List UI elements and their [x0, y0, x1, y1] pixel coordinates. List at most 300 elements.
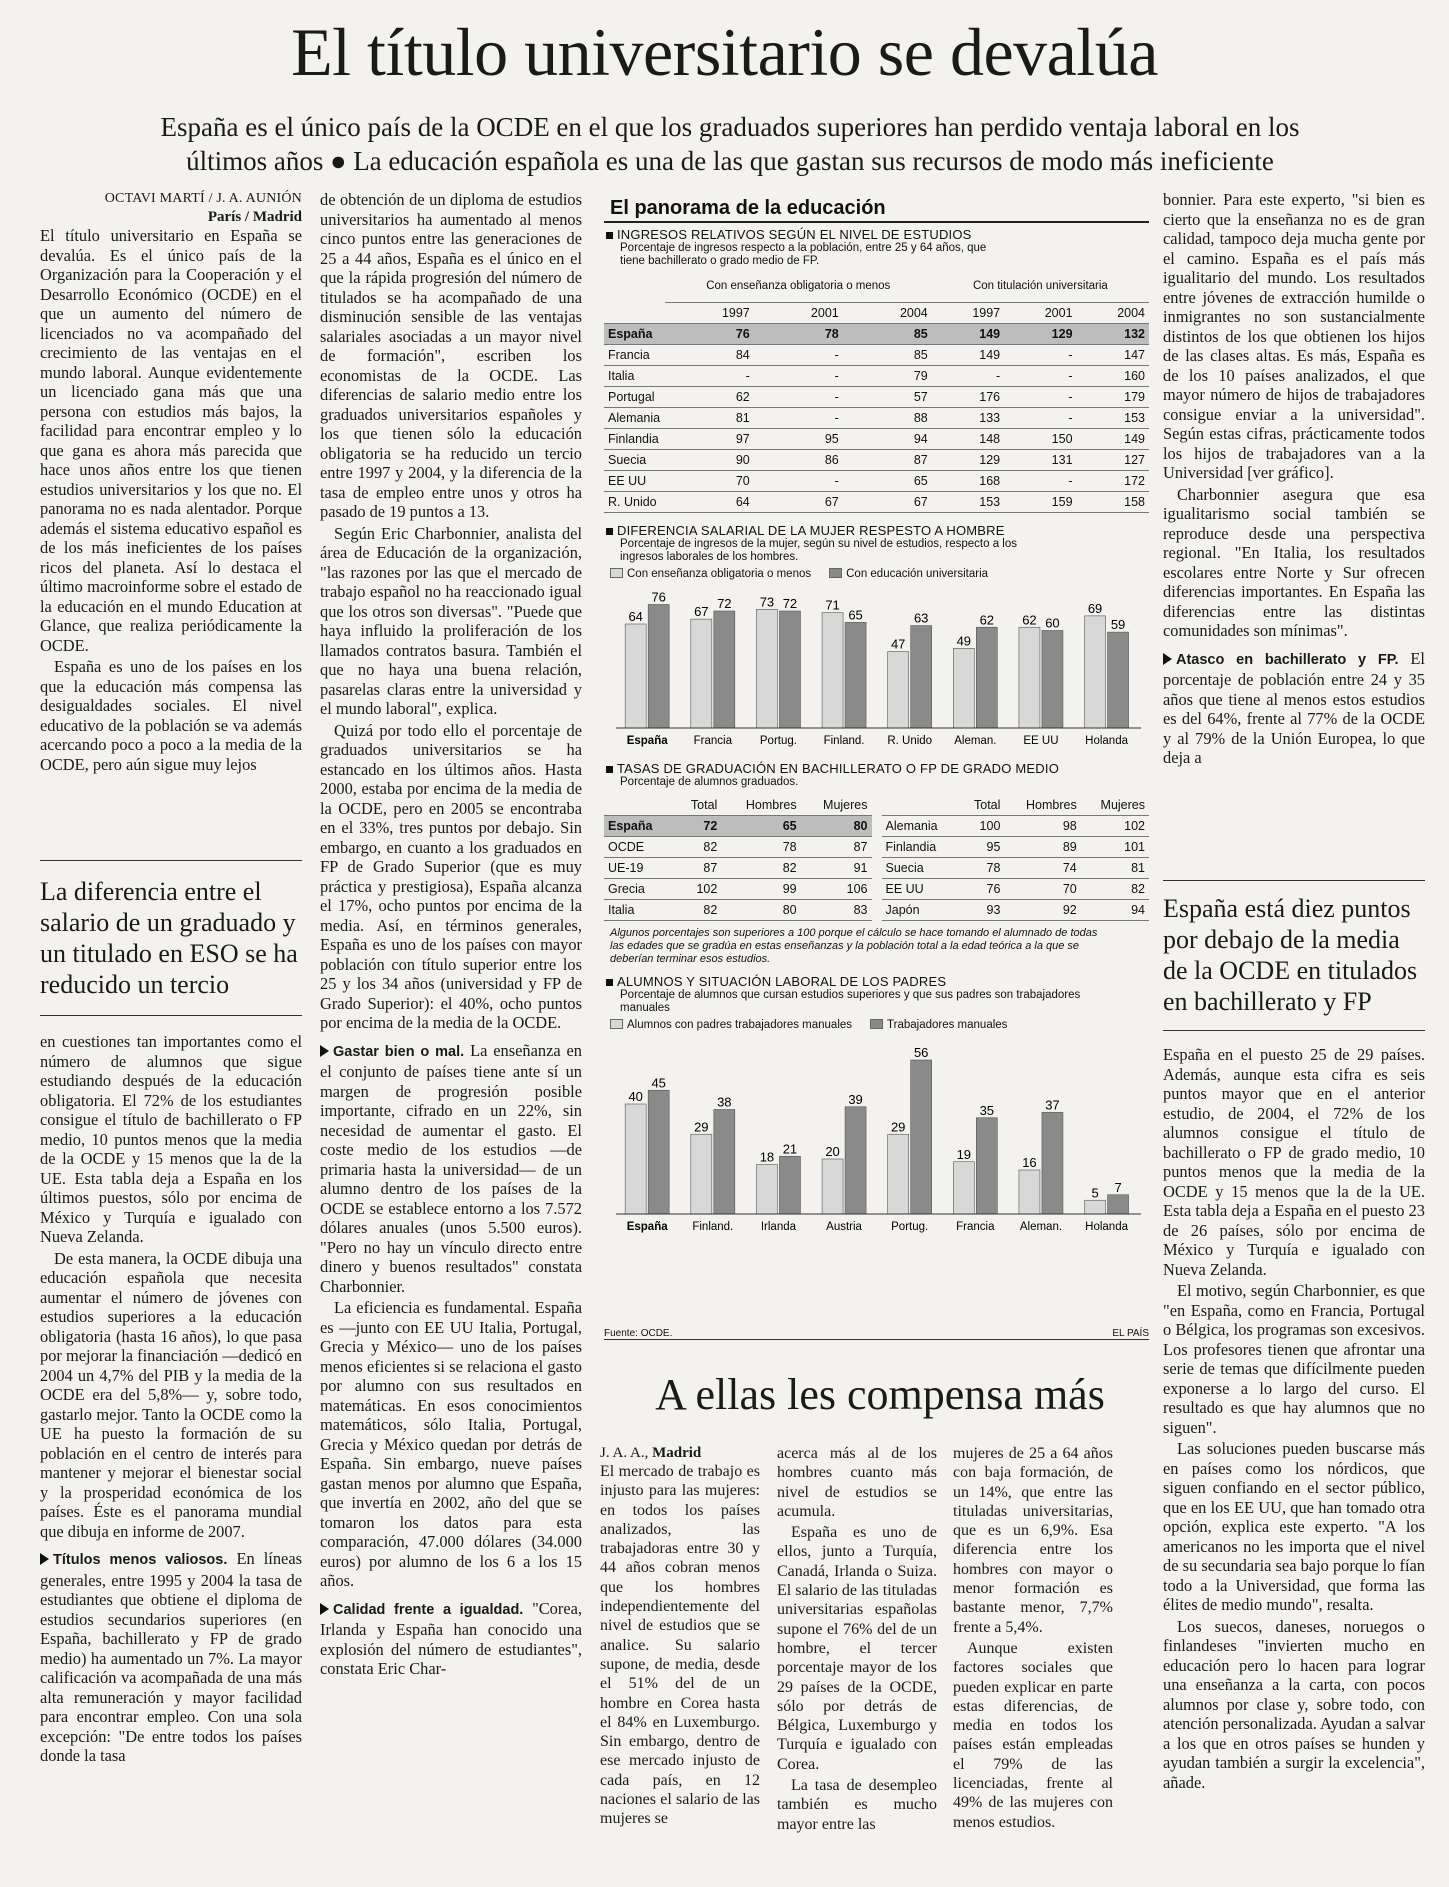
- paragraph: De esta manera, la OCDE dibuja una educación española que necesita aumentar el número de jóvenes con estudios superiores a la educación obligatoria (hasta 16 años), lo que pasa por mejorar la financiación —dedicó en 2004 un 4,7% del PIB y la media de la OCDE era del 5,8%— y, sobre todo, gastarlo mejor. Tanto la OCDE como la UE ha puesto la formación de su población en el centro de interés para mantener y mejorar el bienestar social y la prosperidad económica de los países. Éste es el panorama mundial que dibuja en informe de 2007.: [40, 1248, 302, 1541]
- row-label: EE UU: [608, 473, 647, 488]
- table-cell: 57: [913, 389, 928, 404]
- category-label: Francia: [956, 1221, 995, 1233]
- paragraph: Aunque existen factores sociales que pueden explicar en parte estas diferencias, de media en todos los países están empleadas el 79% de las licenciadas, frente al 49% de las mujeres con menos estudios.: [953, 1639, 1113, 1831]
- category-label: Portug.: [891, 1221, 929, 1233]
- data-label: 71: [825, 597, 840, 613]
- table-cell: 149: [932, 323, 1004, 344]
- bar-Francia-0: [691, 619, 712, 728]
- table-cell: -: [1068, 389, 1073, 404]
- legend-item: Con educación universitaria: [829, 568, 988, 580]
- bar-Aleman.-0: [953, 648, 974, 728]
- dateline: París / Madrid: [207, 209, 302, 225]
- category-label: Portug.: [759, 734, 797, 747]
- row-label: EE UU: [885, 882, 924, 896]
- bar-Finland.-0: [691, 1134, 712, 1214]
- data-label: 72: [782, 595, 798, 611]
- row-label: Francia: [608, 347, 650, 362]
- year-header: 2001: [810, 305, 839, 320]
- credit: EL PAÍS: [1112, 1328, 1149, 1339]
- lead-text: El porcentaje de población entre 24 y 35 años que tiene al menos estos estudios es del 64%, frente al 77% de la OCDE y al 79% de la Unión Europea, lo que deja a: [1163, 648, 1425, 767]
- square-bullet-icon: [606, 232, 613, 239]
- table-cell: 93: [986, 903, 1001, 917]
- table-cell: 106: [846, 882, 868, 896]
- category-label: Finland.: [692, 1221, 734, 1233]
- table-cell: 102: [1124, 819, 1145, 833]
- section-title: [604, 974, 1149, 989]
- section-note: Porcentaje de ingresos de la mujer, según su nivel de estudios, respecto a los ingresos laborales de los hombres.: [620, 537, 1017, 563]
- row-label: España: [604, 323, 665, 344]
- bar-Finland.-1: [845, 622, 866, 728]
- paragraph: [320, 1041, 582, 1297]
- data-label: 7: [1114, 1179, 1122, 1195]
- table-cell: -: [995, 368, 1001, 383]
- row-label: R. Unido: [608, 494, 657, 509]
- year-header: 2004: [899, 305, 928, 320]
- section-lead: Calidad frente a igualdad.: [333, 1601, 524, 1618]
- paragraph: [1163, 649, 1425, 768]
- bar-España-1: [648, 1090, 669, 1214]
- table-row: [882, 858, 1150, 879]
- table-cell: -: [1068, 473, 1073, 488]
- table-cell: 99: [782, 882, 797, 896]
- parents-work-chart: [604, 1031, 1149, 1236]
- bar-España-0: [625, 624, 646, 728]
- category-label: España: [626, 1221, 668, 1233]
- legend-swatch-dark: [829, 568, 842, 578]
- year-header: 2001: [1044, 305, 1073, 320]
- data-label: 29: [694, 1119, 709, 1135]
- column-2: [320, 190, 582, 1681]
- bar-R. Unido-1: [911, 625, 932, 727]
- column-header: Hombres: [745, 797, 797, 812]
- bar-Francia-0: [953, 1162, 974, 1214]
- table-cell: 158: [1124, 494, 1145, 509]
- bar-EE UU-1: [1042, 630, 1063, 728]
- table-cell: 86: [824, 452, 839, 467]
- table-cell: 147: [1124, 347, 1145, 362]
- table-row: [604, 879, 872, 900]
- table-cell: 82: [703, 903, 718, 917]
- table-row: [604, 386, 1149, 407]
- bar-Francia-1: [976, 1118, 997, 1214]
- table-cell: 62: [735, 389, 750, 404]
- data-label: 29: [890, 1119, 906, 1135]
- paragraph: El título universitario en España se devalúa. Es el único país de la Organización para la Cooperación y el Desarrollo Económico (OCDE) en el que un aumento del número de licenciados no va acompañado del crecimiento de las ventajas en el mundo laboral. Aunque evidentemente un licenciado gana más que una persona con estudios más bajos, la facilidad para encontrar empleo y lo que gana es ahora más parecida que hace unos años entre los que tienen estudios universitarios y los que no. El panorama no es nada alentador. Porque además el sistema educativo español es de los más ineficientes de los países ricos del planeta. Así lo destaca el último macroinforme sobre el estado de la educación en el mundo Education at Glance, que realiza periódicamente la OCDE.: [40, 226, 302, 655]
- graduation-table-right: [882, 795, 1150, 922]
- bar-R. Unido-0: [888, 651, 909, 727]
- table-cell: 148: [979, 431, 1001, 446]
- table-cell: 65: [721, 816, 800, 837]
- data-label: 18: [759, 1149, 775, 1165]
- table-cell: 85: [843, 323, 932, 344]
- legend-item: Trabajadores manuales: [870, 1019, 1007, 1031]
- table-cell: 87: [913, 452, 928, 467]
- bar-EE UU-0: [1019, 627, 1040, 728]
- category-label: Holanda: [1085, 1221, 1128, 1233]
- paragraph: mujeres de 25 a 64 años con baja formación, de un 14%, que entre las tituladas universitarias, que es un 6,9%. Esa diferencia entre los hombres con mayor o menor formación es bastante menor, 7,7% frente a 5,4%.: [953, 1445, 1113, 1636]
- table-cell: 88: [913, 410, 928, 425]
- paragraph: El mercado de trabajo es injusto para las mujeres: en todos los países analizados, las trabajadoras entre 30 y 44 años cobran menos que los hombres independientemente del nivel de estudios que se analice. Su salario supone, de media, desde el 51% del de un hombre en Corea hasta el 84% en Luxemburgo. Sin embargo, dentro de ese mercado injusto de cada país, en 12 naciones el salario de las mujeres se: [600, 1463, 760, 1828]
- column-header: Total: [690, 797, 718, 812]
- row-label: Finlandia: [608, 431, 659, 446]
- section-note: Porcentaje de ingresos respecto a la población, entre 25 y 64 años, que tiene bachillerato o grado medio de FP.: [620, 242, 987, 267]
- data-label: 63: [913, 610, 929, 626]
- row-label: Suecia: [885, 861, 924, 875]
- table-cell: 101: [1124, 840, 1145, 854]
- paragraph: España es uno de los países en los que la educación más compensa las desigualdades sociales. El nivel educativo de la población se va además acercando poco a poco a la media de la OCDE, pero aún sigue muy lejos: [40, 657, 302, 774]
- table-cell: 76: [986, 882, 1001, 896]
- bar-Irlanda-1: [779, 1156, 800, 1214]
- bar-Portug.-0: [888, 1134, 909, 1214]
- legend-swatch-dark: [870, 1019, 883, 1029]
- bar-Holanda-1: [1108, 632, 1129, 728]
- paragraph: La tasa de desempleo también es mucho mayor entre las: [777, 1777, 937, 1833]
- table-cell: 78: [986, 861, 1001, 875]
- category-label: R. Unido: [887, 734, 933, 747]
- data-label: 64: [628, 608, 643, 624]
- data-label: 56: [913, 1045, 929, 1060]
- table-cell: -: [745, 368, 750, 383]
- column-4: [1163, 190, 1425, 770]
- paragraph: bonnier. Para este experto, "si bien es cierto que la enseñanza no es de gran calidad, tampoco deja mucha gente por el camino. España es el país más igualitario del mundo. Los resultados entre jóvenes de extracción humilde o inmigrantes no son sustancialmente distintos de los que obtienen los hijos de las clases altas. Es más, España es de los 10 países analizados, el que mayor número de hijos de trabajadores consigue enviar a la universidad". Según estas cifras, prácticamente todos los hijos de trabajadores van a la Universidad [ver gráfico].: [1163, 190, 1425, 482]
- category-label: Holanda: [1085, 734, 1128, 747]
- section-title-text: DIFERENCIA SALARIAL DE LA MUJER RESPESTO A HOMBRE: [617, 522, 1005, 538]
- subheadline: [90, 110, 1370, 178]
- divider: [1163, 1030, 1425, 1031]
- table-row: [882, 879, 1150, 900]
- data-label: 65: [848, 606, 863, 622]
- data-label: 5: [1091, 1185, 1099, 1201]
- headline: El título universitario se devalúa: [291, 14, 1158, 90]
- section-title-text: ALUMNOS Y SITUACIÓN LABORAL DE LOS PADRES: [617, 974, 947, 989]
- table-row: [882, 900, 1150, 921]
- graduation-table-right-body: [882, 816, 1150, 921]
- data-label: 76: [651, 589, 666, 604]
- chart-legend: [610, 1019, 1149, 1031]
- table-cell: 82: [1131, 882, 1145, 896]
- column-header: Mujeres: [1100, 797, 1145, 812]
- row-label: OCDE: [608, 840, 645, 854]
- bar-Aleman.-1: [976, 627, 997, 728]
- section-lead: Atasco en bachillerato y FP.: [1176, 651, 1399, 668]
- table-cell: 78: [754, 323, 843, 344]
- triangle-bullet-icon: [40, 1553, 49, 1565]
- table-cell: 74: [1062, 861, 1077, 875]
- square-bullet-icon: [606, 528, 613, 535]
- table-cell: 95: [824, 431, 839, 446]
- table-row: [882, 816, 1150, 837]
- category-label: EE UU: [1023, 734, 1059, 747]
- section-title: [604, 523, 1149, 538]
- data-label: 45: [651, 1075, 666, 1091]
- table-cell: 94: [913, 431, 928, 446]
- data-label: 62: [979, 611, 995, 627]
- section-note: Porcentaje de alumnos graduados.: [620, 775, 799, 788]
- table-cell: 176: [979, 389, 1001, 404]
- row-label: Alemania: [608, 410, 661, 425]
- table-cell: 150: [1051, 431, 1073, 446]
- bar-Finland.-0: [822, 612, 843, 727]
- legend-item: Con enseñanza obligatoria o menos: [610, 568, 811, 580]
- table-cell: -: [1068, 368, 1073, 383]
- divider: [1163, 880, 1425, 881]
- square-bullet-icon: [606, 766, 613, 773]
- paragraph: de obtención de un diploma de estudios universitarios ha aumentado al menos cinco puntos entre las generaciones de 25 a 44 años, España es el único en el que la rápida progresión del número de titulados se ha acompañado de una disminución sensible de las ventajas salariales asociadas a un mayor nivel de formación", escriben los economistas de la OCDE. Las diferencias de salario medio entre los graduados universitarios españoles y los que tienen sólo la educación obligatoria se ha reducido un tercio entre 1997 y 2004, y la diferencia de la tasa de empleo entre unos y otros ha pasado de 19 puntos a 13.: [320, 190, 582, 521]
- table-row: [604, 323, 1149, 344]
- table-row: [882, 837, 1150, 858]
- table-cell: 92: [1062, 903, 1077, 917]
- legend-item: Alumnos con padres trabajadores manuales: [610, 1019, 852, 1031]
- table-cell: 132: [1077, 323, 1149, 344]
- section-lead: Gastar bien o mal.: [333, 1043, 465, 1060]
- bar-Francia-1: [714, 611, 735, 728]
- table-cell: -: [834, 368, 839, 383]
- table-cell: 131: [1051, 452, 1073, 467]
- table-cell: 160: [1124, 368, 1145, 383]
- table-row: [604, 449, 1149, 470]
- table-row: [604, 470, 1149, 491]
- bar-Holanda-1: [1108, 1195, 1129, 1214]
- table-cell: 82: [782, 861, 797, 875]
- table-row: [604, 407, 1149, 428]
- graduation-table-left: [604, 795, 872, 922]
- row-label: Italia: [608, 903, 635, 917]
- year-header: 1997: [721, 305, 750, 320]
- table-cell: -: [834, 347, 839, 362]
- table-cell: 78: [782, 840, 797, 854]
- row-label: Suecia: [608, 452, 647, 467]
- table-cell: 80: [801, 816, 872, 837]
- byline: OCTAVI MARTÍ / J. A. AUNIÓN: [104, 191, 302, 206]
- table-row: [604, 491, 1149, 512]
- table-row: [604, 900, 872, 921]
- category-label: España: [626, 734, 668, 747]
- square-bullet-icon: [606, 979, 613, 986]
- year-header: 2004: [1117, 305, 1145, 320]
- table-cell: 81: [1131, 861, 1145, 875]
- table-row: [604, 428, 1149, 449]
- row-label: Portugal: [608, 389, 655, 404]
- table-cell: 67: [824, 494, 839, 509]
- bar-Aleman.-0: [1019, 1170, 1040, 1214]
- group-header: Con enseñanza obligatoria o menos: [665, 272, 932, 302]
- infographic: [604, 195, 1149, 1340]
- subhead-line-2: últimos años ● La educación española es una de las que gastan sus recursos de modo más ineficiente: [186, 146, 1274, 176]
- sidebar-byline: J. A. A., Madrid: [600, 1445, 702, 1461]
- table-cell: 153: [1124, 410, 1145, 425]
- bar-Portug.-1: [911, 1060, 932, 1214]
- graphic-title: El panorama de la educación: [604, 195, 1149, 223]
- table-cell: 95: [986, 840, 1001, 854]
- category-label: Austria: [826, 1221, 862, 1233]
- table-cell: -: [1068, 410, 1073, 425]
- table-cell: -: [834, 473, 839, 488]
- table-cell: -: [834, 410, 839, 425]
- pull-quote: España está diez puntos por debajo de la media de la OCDE en titulados en bachillerato y FP: [1163, 894, 1418, 1016]
- paragraph: [40, 1549, 302, 1766]
- table-cell: 81: [735, 410, 750, 425]
- sidebar-column-a: [600, 1444, 760, 1831]
- salary-gap-chart: [604, 580, 1149, 750]
- column-4-bottom: [1163, 1045, 1425, 1794]
- sidebar-column-c: [953, 1444, 1113, 1834]
- data-label: 59: [1110, 616, 1126, 632]
- paragraph: Charbonnier asegura que esa igualitarismo social también se reproduce desde una perspectiva regional. "En Italia, los resultados escolares entre Norte y Sur ofrecen diferencias importantes. En España las diferencias entre las distintas comunidades son mínimas".: [1163, 484, 1425, 640]
- bar-Portug.-1: [779, 611, 800, 728]
- table-cell: 82: [703, 840, 718, 854]
- category-label: Irlanda: [760, 1221, 797, 1233]
- section-title: [604, 761, 1149, 776]
- graduation-tables: [604, 795, 1149, 922]
- table-cell: 100: [979, 819, 1001, 833]
- lead-text: La enseñanza en el conjunto de países tiene ante sí un margen de progresión posible importante, cifrado en un 22%, sin necesidad de aumentar el gasto. El coste medio de los estudios —de primaria hasta la universidad— de un alumno dentro de los países de la OCDE se establece entorno a los 7.572 dólares anuales (unos 5.500 euros). "Pero no hay un vínculo directo entre dinero y buenos resultados" constata Charbonnier.: [320, 1040, 582, 1296]
- sidebar-title: A ellas les compensa más: [655, 1370, 1105, 1419]
- table-cell: 91: [853, 861, 868, 875]
- year-header: 1997: [972, 305, 1001, 320]
- data-label: 49: [956, 632, 972, 648]
- graduation-table-left-body: [604, 816, 872, 921]
- data-label: 47: [890, 636, 906, 652]
- table-cell: -: [1068, 347, 1073, 362]
- data-label: 60: [1045, 615, 1060, 630]
- section-lead: Títulos menos valiosos.: [53, 1552, 228, 1568]
- paragraph: [320, 1599, 582, 1679]
- subhead-line-1: España es el único país de la OCDE en el que los graduados superiores han perdido ventaja laboral en los: [160, 112, 1300, 142]
- data-label: 62: [1022, 611, 1037, 627]
- data-label: 73: [759, 593, 775, 609]
- section-note: Porcentaje de alumnos que cursan estudios superiores y que sus padres son trabajadores manuales: [620, 989, 1081, 1014]
- table-cell: 70: [1062, 882, 1077, 896]
- data-label: 35: [979, 1102, 995, 1118]
- table-cell: 102: [696, 882, 718, 896]
- triangle-bullet-icon: [1163, 653, 1172, 665]
- section-title-text: INGRESOS RELATIVOS SEGÚN EL NIVEL DE ESTUDIOS: [617, 227, 972, 242]
- bar-Finland.-1: [714, 1110, 735, 1215]
- table-cell: 89: [1062, 840, 1077, 854]
- table-cell: 76: [665, 323, 754, 344]
- table-cell: 94: [1131, 903, 1145, 917]
- data-label: 39: [848, 1091, 863, 1107]
- data-label: 67: [694, 603, 709, 619]
- row-label: Grecia: [608, 882, 645, 896]
- paragraph: La eficiencia es fundamental. España es —junto con EE UU Italia, Portugal, Grecia y México— uno de los países menos eficientes si se relaciona el gasto por alumno con sus resultados en matemáticas. En esos conocimientos matemáticos, sólo Italia, Portugal, Grecia y México quedan por detrás de España. Sin embargo, nueve países gastan menos por alumno que España, que invertía en 2002, año del que se tomaron los datos para esta comparación, 47.000 dólares (34.000 euros) por alumno de los 6 a los 15 años.: [320, 1298, 582, 1590]
- paragraph: acerca más al de los hombres cuanto más nivel de estudios se acumula.: [777, 1445, 937, 1520]
- legend-swatch-light: [610, 1019, 623, 1029]
- chart-legend: [610, 568, 1149, 580]
- row-label: UE-19: [608, 861, 644, 875]
- table-cell: 90: [735, 452, 750, 467]
- table-cell: 84: [735, 347, 750, 362]
- lead-text: "Corea, Irlanda y España han conocido una explosión del número de estudiantes", constata Eric Char-: [320, 1598, 582, 1678]
- data-label: 69: [1087, 600, 1103, 616]
- section-title-text: TASAS DE GRADUACIÓN EN BACHILLERATO O FP DE GRADO MEDIO: [617, 760, 1060, 776]
- data-label: 19: [956, 1146, 972, 1162]
- paragraph: en cuestiones tan importantes como el número de alumnos que sigue estudiando después de la educación obligatoria. El 72% de los estudiantes consigue el título de bachillerato o FP medio, 10 puntos menos que la media de la OCDE y 15 menos que la de la UE. Esta tabla deja a España en los últimos puestos, sólo por encima de México y Turquía e igualado con Nueva Zelanda.: [40, 1032, 302, 1246]
- table-cell: 87: [703, 861, 718, 875]
- data-label: 20: [825, 1144, 840, 1159]
- bar-Holanda-0: [1085, 1200, 1106, 1214]
- bar-Austria-0: [822, 1159, 843, 1214]
- legend-swatch-light: [610, 568, 623, 578]
- table-cell: 98: [1062, 819, 1077, 833]
- source-note: Fuente: OCDE.: [604, 1328, 673, 1339]
- bar-Austria-1: [845, 1107, 866, 1214]
- category-label: Francia: [693, 734, 732, 747]
- table-cell: 129: [979, 452, 1001, 467]
- table-row: [604, 837, 872, 858]
- table-row: [604, 858, 872, 879]
- table-cell: 179: [1124, 389, 1145, 404]
- row-label: Japón: [885, 903, 920, 917]
- row-label: Italia: [608, 368, 635, 383]
- table-cell: 153: [979, 494, 1001, 509]
- triangle-bullet-icon: [320, 1045, 329, 1057]
- bar-Irlanda-0: [756, 1165, 777, 1215]
- table-footnote: Algunos porcentajes son superiores a 100 porque el cálculo se hace tomando el alumnado de todas las edades que se gradúa en estas enseñanzas y la población total a la edad teórica a la que se deberían terminar esos estudios.: [610, 927, 1098, 965]
- paragraph: Según Eric Charbonnier, analista del área de Educación de la organización, "las razones por las que el mercado de trabajo español no ha reaccionado igual que los otros son diversas". "Puede que haya influido la proliferación de los llamados contratos basura. También el que no haya una buena relación, pasarelas claras entre la universidad y el mundo laboral", explica.: [320, 523, 582, 718]
- row-label: Finlandia: [885, 840, 937, 854]
- table-cell: 79: [913, 368, 928, 383]
- paragraph: España es uno de ellos, junto a Turquía, Canadá, Irlanda o Suiza. El salario de las tituladas universitarias españolas supone el 76% del de un hombre, el tercer porcentaje mayor de los 29 países de la OCDE, sólo por detrás de Bélgica, Luxemburgo y Turquía e igualado con Corea.: [777, 1524, 937, 1773]
- triangle-bullet-icon: [320, 1603, 329, 1615]
- bar-Portug.-0: [756, 609, 777, 728]
- paragraph: Las soluciones pueden buscarse más en países como los nórdicos, que siguen confiando en el sector público, que en los EE UU, que han tomado otra opción, explica este experto. "A los americanos no les importa que el nivel de su secundaria sea bajo porque lo fían todo a la Universidad, que forma las élites de medio mundo", resalta.: [1163, 1439, 1425, 1614]
- data-label: 72: [717, 595, 732, 611]
- section-title: [604, 227, 1149, 242]
- data-label: 37: [1045, 1097, 1060, 1113]
- column-header: Total: [974, 797, 1001, 812]
- divider: [40, 1015, 302, 1016]
- row-label: España: [604, 816, 675, 837]
- category-label: Aleman.: [954, 734, 997, 747]
- table-cell: 133: [979, 410, 1001, 425]
- data-label: 38: [717, 1094, 732, 1110]
- table-cell: 67: [913, 494, 928, 509]
- table-cell: 65: [913, 473, 928, 488]
- table-cell: 168: [979, 473, 1001, 488]
- paragraph: Los suecos, daneses, noruegos o finlandeses "invierten mucho en educación pero lo hacen para lograr una enseñanza a la carta, con pocos alumnos por clase y, sobre todo, con atención personalizada. Ayudan a salvar a los que en otros países se hunden y ayudan también a surgir la excelencia", añade.: [1163, 1616, 1426, 1792]
- table-cell: 149: [979, 347, 1001, 362]
- table-row: [604, 816, 872, 837]
- divider: [40, 860, 302, 861]
- table-cell: 87: [853, 840, 868, 854]
- column-1-bottom: [40, 1032, 302, 1768]
- table-cell: 80: [782, 903, 797, 917]
- row-label: Alemania: [885, 819, 938, 833]
- table-cell: 70: [735, 473, 750, 488]
- column-1: [40, 190, 302, 776]
- sidebar-column-b: [777, 1444, 937, 1836]
- data-label: 40: [628, 1089, 643, 1104]
- table-cell: 127: [1124, 452, 1145, 467]
- bar-España-0: [625, 1104, 646, 1214]
- group-header: Con titulación universitaria: [932, 272, 1149, 302]
- category-label: Finland.: [823, 734, 865, 747]
- table-cell: -: [834, 389, 839, 404]
- bar-Aleman.-1: [1042, 1112, 1063, 1214]
- table-cell: 97: [735, 431, 750, 446]
- income-table-body: [604, 323, 1149, 512]
- table-cell: 149: [1124, 431, 1145, 446]
- column-header: Mujeres: [823, 797, 868, 812]
- graphic-footer: [604, 1328, 1149, 1340]
- category-label: Aleman.: [1019, 1221, 1063, 1233]
- paragraph: Quizá por todo ello el porcentaje de graduados universitarios se ha estancado en los últimos años. Hasta 2000, estaba por encima de la media de la OCDE, pero en 2005 se encontraba en el 33%, tres puntos por debajo. Sin embargo, en cuanto a los graduados en FP de Grado Superior (que es muy práctica y prestigiosa), España alcanza el 17%, ocho puntos por encima de la media. Así, en términos generales, España es uno de los países con mayor población con título superior entre los 25 y los 34 años (universidad y FP de Grado Superior): el 40%, ocho puntos por encima de la media de la OCDE.: [320, 720, 582, 1032]
- data-label: 21: [782, 1141, 798, 1157]
- table-row: [604, 344, 1149, 365]
- table-cell: 64: [735, 494, 750, 509]
- pull-quote: La diferencia entre el salario de un graduado y un titulado en ESO se ha reducido un tercio: [40, 877, 298, 999]
